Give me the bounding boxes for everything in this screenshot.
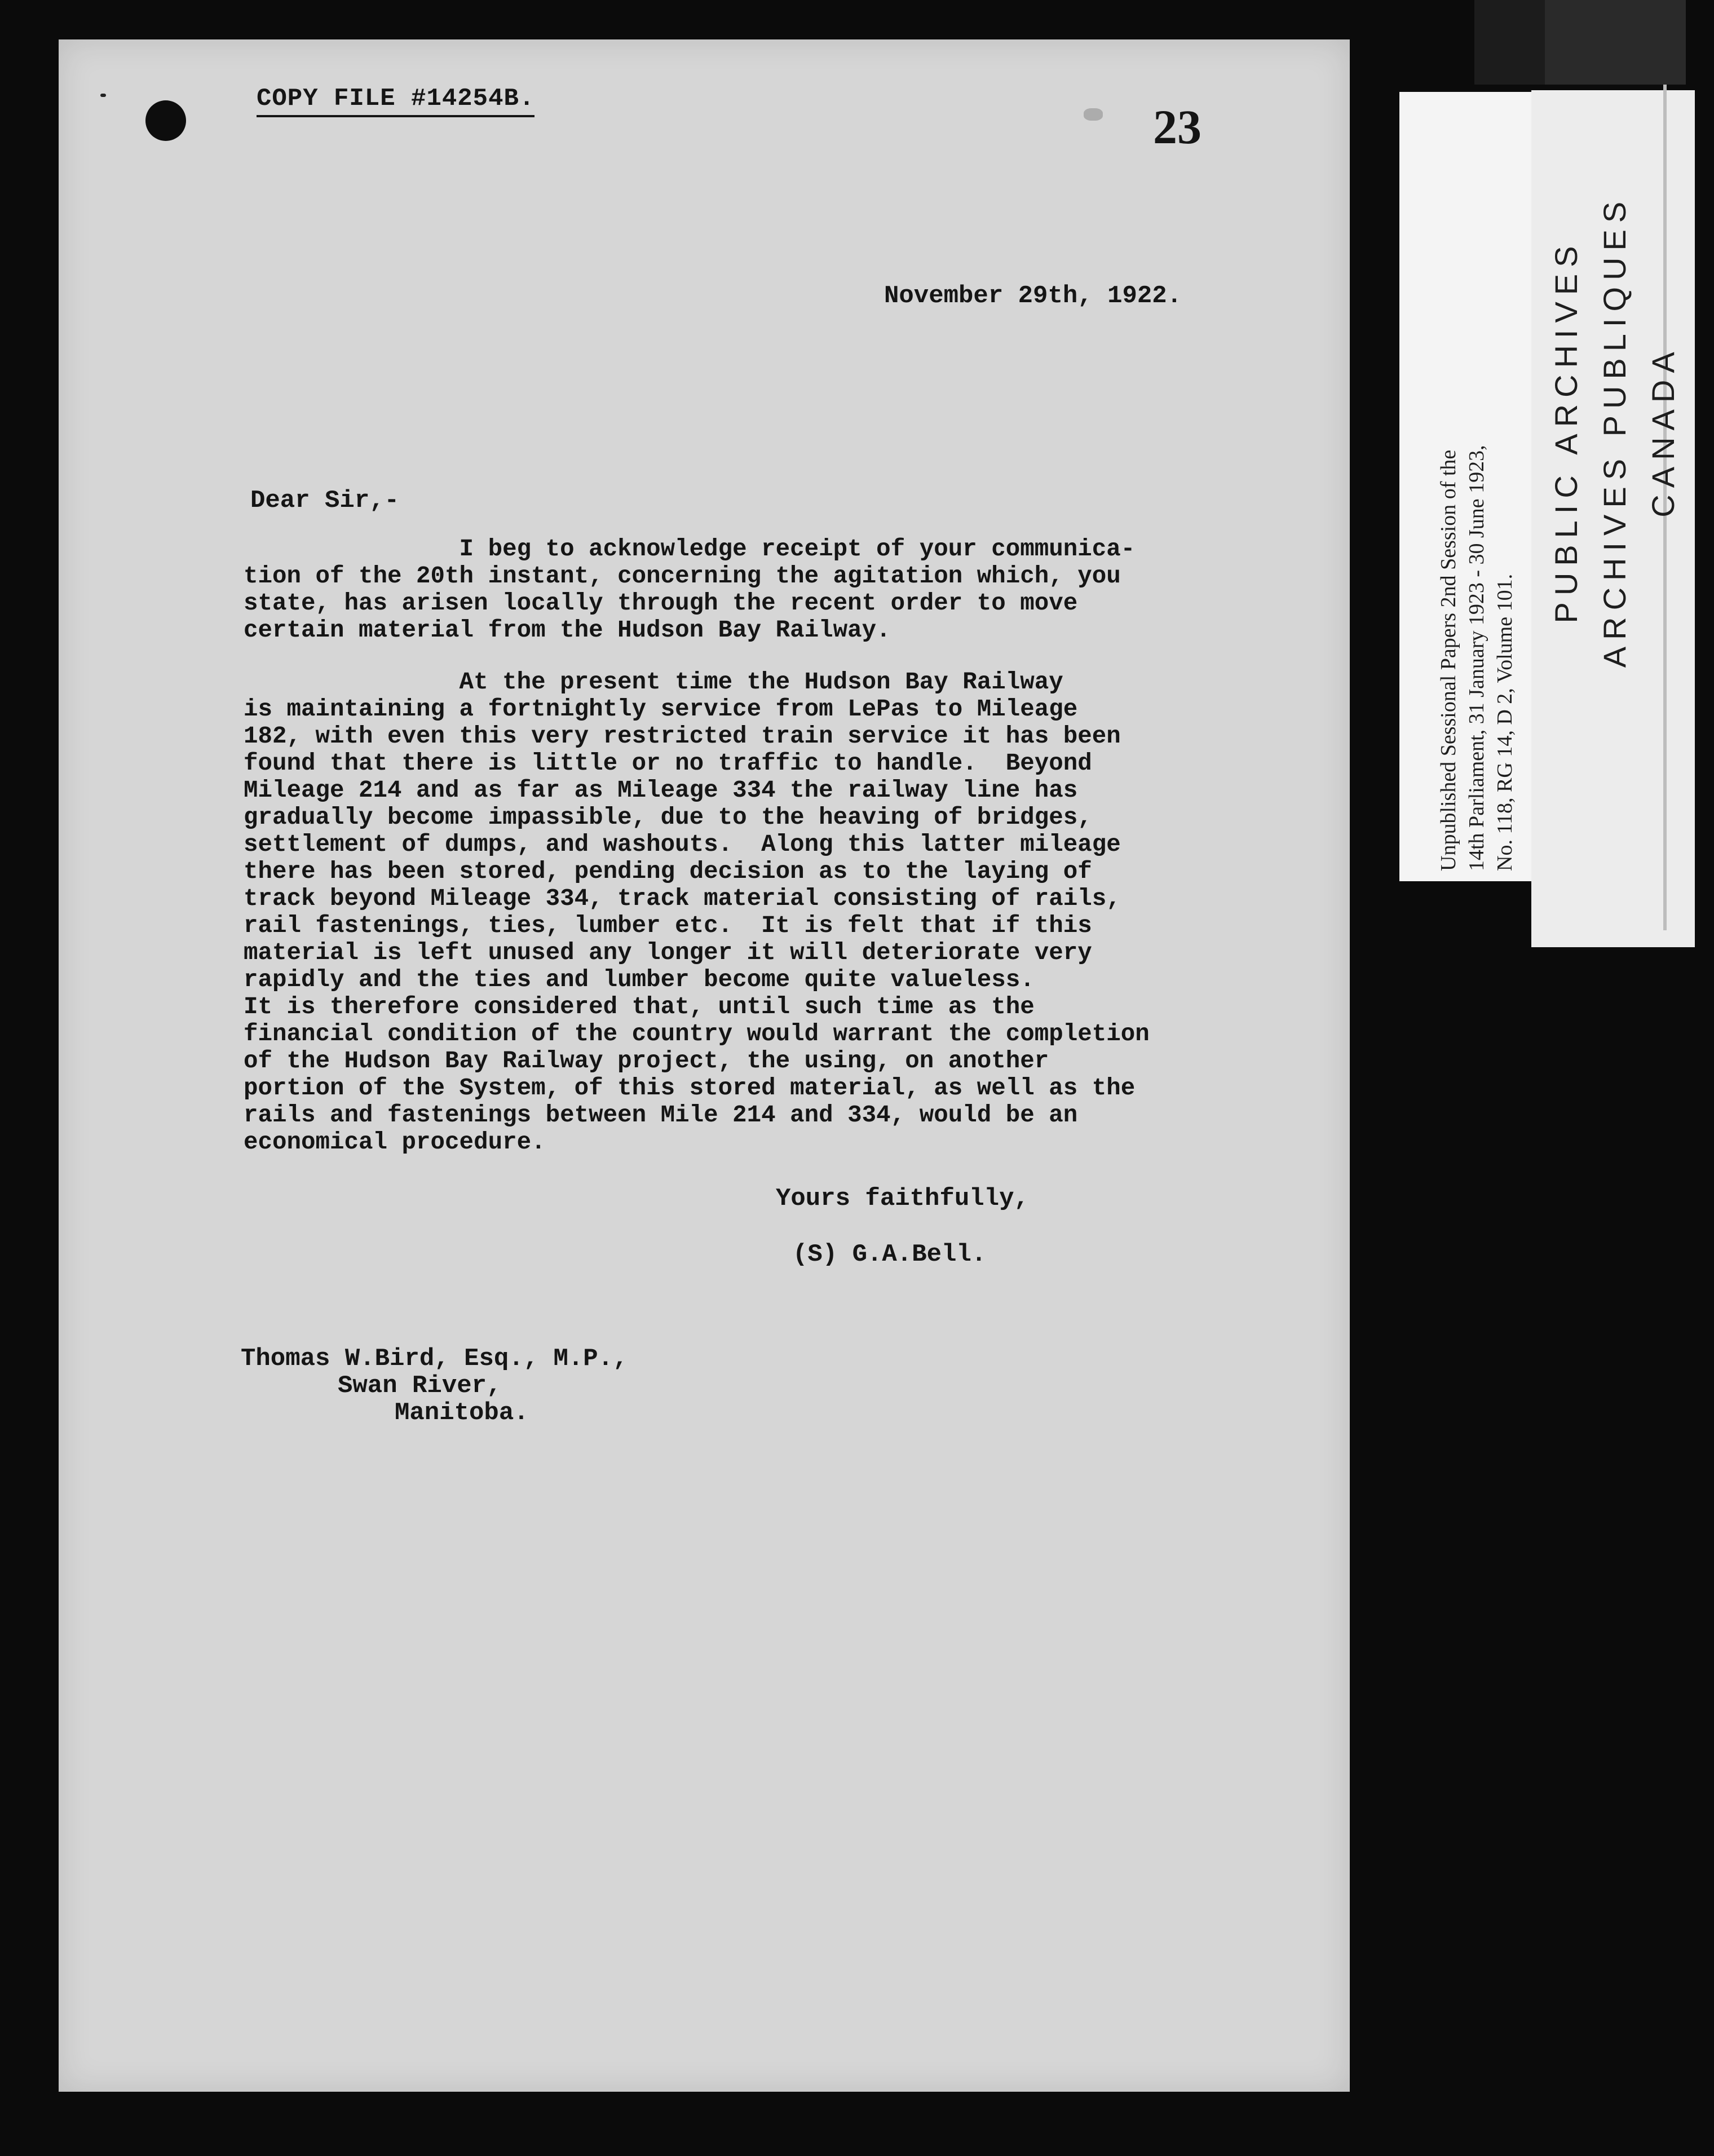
signature: (S) G.A.Bell.	[793, 1240, 987, 1269]
paragraph-2: At the present time the Hudson Bay Railway is maintaining a fortnightly service from LePas to Mileage 182, with even this very restricted train service it has been found that there is little or no traffic to handle. Beyond Mileage 214 and as far as Mileage 334 the railway line has gradually become impassible, due to the heaving of bridges, settlement of dumps, and washouts. Along this latter mileage there has been stored, pending decision as to the laying of track beyond Mileage 334, track material consisting of rails, rail fastenings, ties, lumber etc. It is felt that if this material is left unused any longer it will deteriorate very rapidly and the ties and lumber become quite valueless. It is therefore considered that, until such time as the financial condition of the country would warrant the completion of the Hudson Bay Railway project, the using, on another portion of the System, of this stored material, as well as the rails and fastenings between Mile 214 and 334, would be an economical procedure.	[244, 669, 1150, 1156]
session-info: Unpublished Sessional Papers 2nd Session of the 14th Parliament, 31 January 1923 - 30 June 1923, No. 118, RG 14, D 2, Volume 101.	[1437, 445, 1517, 871]
addressee-line-2: Swan River,	[338, 1372, 502, 1400]
label-fold-shadow	[1474, 0, 1548, 85]
file-reference: COPY FILE #14254B.	[257, 85, 534, 117]
paragraph-1: I beg to acknowledge receipt of your communica- tion of the 20th instant, concerning the agitation which, you state, has arisen locally through the recent order to move certain material from the Hudson Bay Railway.	[244, 536, 1136, 644]
addressee-line-3: Manitoba.	[395, 1399, 529, 1427]
archives-stamp: PUBLIC ARCHIVES ARCHIVES PUBLIQUES CANADA	[1548, 195, 1681, 668]
label-fold	[1545, 0, 1686, 85]
punch-hole	[145, 100, 186, 141]
letter-date: November 29th, 1922.	[884, 282, 1182, 310]
closing: Yours faithfully,	[776, 1185, 1029, 1213]
page-number: 23	[1153, 100, 1201, 154]
ink-smudge	[1084, 108, 1103, 121]
stray-mark	[100, 94, 106, 97]
salutation: Dear Sir,-	[250, 487, 400, 515]
addressee-name: Thomas W.Bird, Esq., M.P.,	[241, 1345, 628, 1373]
